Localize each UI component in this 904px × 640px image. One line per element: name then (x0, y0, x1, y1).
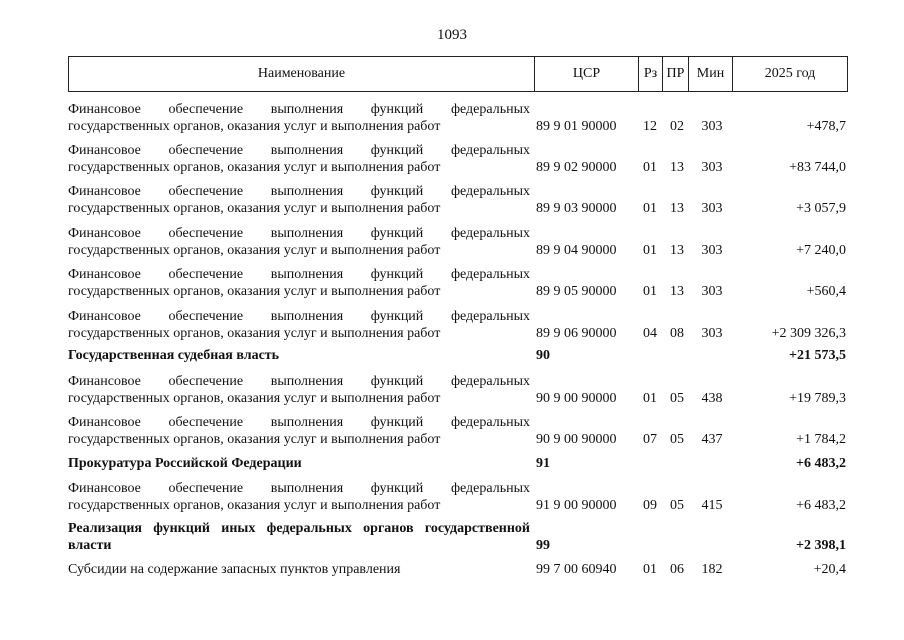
row-name-line2: государственных органов, оказания услуг и выполнения работ (68, 391, 441, 406)
row-min: 437 (701, 432, 723, 447)
row-name-line1: Финансовое обеспечение выполнения функций федеральных (68, 481, 530, 496)
row-csr: 89 9 05 90000 (536, 284, 617, 299)
row-amount: +83 744,0 (789, 160, 846, 175)
row-csr: 89 9 06 90000 (536, 326, 617, 341)
row-amount: +1 784,2 (796, 432, 846, 447)
row-rz: 01 (643, 284, 657, 299)
row-amount: +20,4 (813, 562, 846, 577)
header-pr: ПР (663, 57, 689, 91)
row-csr: 99 7 00 60940 (536, 562, 617, 577)
row-name (68, 142, 530, 176)
header-year: 2025 год (764, 66, 816, 81)
row-rz: 01 (643, 562, 657, 577)
row-csr: 90 (536, 348, 550, 363)
row-min: 303 (701, 326, 723, 341)
row-name-line2: государственных органов, оказания услуг и выполнения работ (68, 498, 441, 513)
row-rz: 07 (643, 432, 657, 447)
row-rz: 12 (643, 119, 657, 134)
row-csr: 99 (536, 538, 550, 553)
row-name (68, 101, 530, 135)
row-rz: 01 (643, 201, 657, 216)
row-name-line1: Финансовое обеспечение выполнения функций федеральных (68, 309, 530, 324)
row-rz: 09 (643, 498, 657, 513)
row-name-line2: государственных органов, оказания услуг и выполнения работ (68, 326, 441, 341)
row-amount: +2 398,1 (796, 538, 846, 553)
row-min: 303 (701, 119, 723, 134)
row-pr: 05 (670, 391, 684, 406)
row-name-line1: Финансовое обеспечение выполнения функций федеральных (68, 267, 530, 282)
row-name-line1: Реализация функций иных федеральных органов государственной (68, 521, 530, 536)
row-csr: 91 (536, 456, 550, 471)
row-amount: +6 483,2 (796, 498, 846, 513)
row-pr: 02 (670, 119, 684, 134)
row-min: 182 (701, 562, 723, 577)
row-min: 415 (701, 498, 723, 513)
row-name-line2: государственных органов, оказания услуг и выполнения работ (68, 243, 441, 258)
row-name-line1: Субсидии на содержание запасных пунктов управления (68, 562, 401, 577)
row-name (68, 347, 530, 364)
row-pr: 13 (670, 160, 684, 175)
row-name (68, 183, 530, 217)
row-amount: +19 789,3 (789, 391, 846, 406)
row-pr: 13 (670, 284, 684, 299)
row-name (68, 414, 530, 448)
row-csr: 89 9 03 90000 (536, 201, 617, 216)
row-pr: 13 (670, 201, 684, 216)
row-min: 303 (701, 160, 723, 175)
row-name-line1: Финансовое обеспечение выполнения функций федеральных (68, 226, 530, 241)
row-pr: 06 (670, 562, 684, 577)
header-csr: ЦСР (535, 57, 639, 91)
header-name: Наименование (69, 57, 535, 91)
header-min: Мин (689, 57, 733, 91)
row-min: 438 (701, 391, 723, 406)
row-csr: 89 9 04 90000 (536, 243, 617, 258)
row-name-line1: Финансовое обеспечение выполнения функций федеральных (68, 374, 530, 389)
header-rz: Рз (639, 57, 663, 91)
row-name-line2: государственных органов, оказания услуг и выполнения работ (68, 201, 441, 216)
row-amount: +21 573,5 (789, 348, 846, 363)
row-name-line1: Финансовое обеспечение выполнения функций федеральных (68, 143, 530, 158)
row-name-line1: Прокуратура Российской Федерации (68, 456, 302, 471)
row-amount: +6 483,2 (796, 456, 846, 471)
row-csr: 90 9 00 90000 (536, 432, 617, 447)
row-pr: 08 (670, 326, 684, 341)
row-rz: 04 (643, 326, 657, 341)
row-name-line2: государственных органов, оказания услуг и выполнения работ (68, 284, 441, 299)
row-name (68, 225, 530, 259)
row-min: 303 (701, 243, 723, 258)
row-name (68, 308, 530, 342)
row-csr: 90 9 00 90000 (536, 391, 617, 406)
row-rz: 01 (643, 391, 657, 406)
row-amount: +7 240,0 (796, 243, 846, 258)
row-name-line2: государственных органов, оказания услуг и выполнения работ (68, 160, 441, 175)
row-name (68, 455, 530, 472)
row-amount: +3 057,9 (796, 201, 846, 216)
row-name-line2: власти (68, 538, 112, 553)
table-header (68, 56, 848, 92)
row-amount: +560,4 (806, 284, 846, 299)
row-pr: 05 (670, 498, 684, 513)
row-name-line1: Финансовое обеспечение выполнения функций федеральных (68, 184, 530, 199)
row-min: 303 (701, 284, 723, 299)
row-name (68, 480, 530, 514)
row-name (68, 266, 530, 300)
row-name-line1: Государственная судебная власть (68, 348, 280, 363)
row-name (68, 520, 530, 554)
row-csr: 89 9 01 90000 (536, 119, 617, 134)
row-min: 303 (701, 201, 723, 216)
row-amount: +2 309 326,3 (771, 326, 846, 341)
row-pr: 13 (670, 243, 684, 258)
row-name-line1: Финансовое обеспечение выполнения функций федеральных (68, 415, 530, 430)
row-pr: 05 (670, 432, 684, 447)
row-name (68, 373, 530, 407)
row-csr: 91 9 00 90000 (536, 498, 617, 513)
row-name-line2: государственных органов, оказания услуг и выполнения работ (68, 432, 441, 447)
row-amount: +478,7 (806, 119, 846, 134)
row-rz: 01 (643, 243, 657, 258)
row-csr: 89 9 02 90000 (536, 160, 617, 175)
page-number: 1093 (437, 27, 467, 43)
row-name-line1: Финансовое обеспечение выполнения функций федеральных (68, 102, 530, 117)
row-name-line2: государственных органов, оказания услуг и выполнения работ (68, 119, 441, 134)
row-name (68, 561, 530, 578)
row-rz: 01 (643, 160, 657, 175)
